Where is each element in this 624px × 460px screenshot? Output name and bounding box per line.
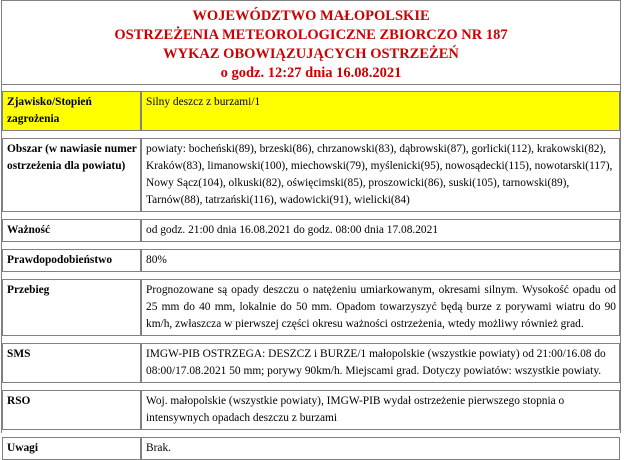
value-sms: IMGW-PIB OSTRZEGA: DESZCZ i BURZE/1 małopolskie (wszystkie powiaty) od 21:00/16.08 do 08:00/17.08.2021 50 mm; porywy 90km/h. Miejscami grad. Dotyczy powiatów: wszystkie powiaty. — [141, 343, 620, 383]
row-uwagi — [2, 437, 620, 460]
row-waznosc — [2, 219, 620, 242]
warning-table — [2, 91, 620, 460]
row-obszar — [2, 138, 620, 212]
value-prawdopodobienstwo: 80% — [141, 249, 620, 272]
value-zjawisko: Silny deszcz z burzami/1 — [141, 91, 620, 131]
warning-document — [1, 0, 621, 454]
value-rso: Woj. małopolskie (wszystkie powiaty), IMGW-PIB wydał ostrzeżenie pierwszego stopnia o intensywnych opadach deszczu z burzami — [141, 390, 620, 430]
label-zjawisko: Zjawisko/Stopień zagrożenia — [2, 91, 141, 131]
value-uwagi: Brak. — [141, 437, 620, 460]
header-subtitle: WYKAZ OBOWIĄZUJĄCYCH OSTRZEŻEŃ — [163, 46, 459, 62]
row-sms — [2, 343, 620, 383]
value-obszar: powiaty: bocheński(89), brzeski(86), chrzanowski(83), dąbrowski(87), gorlicki(112), krakowski(82), Kraków(83), limanowski(100), miechowski(79), myślenicki(95), nowosądecki(115), nowotarski(117), Nowy Sącz(104), olkuski(82), oświęcimski(85), proszowicki(86), suski(105), tarnowski(89), Tarnów(88), tatrzański(116), wadowicki(91), wielicki(84) — [141, 138, 620, 212]
row-zjawisko — [2, 91, 620, 131]
row-prawdopodobienstwo — [2, 249, 620, 272]
header-title: OSTRZEŻENIA METEOROLOGICZNE ZBIORCZO NR 187 — [114, 27, 508, 43]
label-waznosc: Ważność — [2, 219, 141, 242]
label-rso: RSO — [2, 390, 141, 430]
label-sms: SMS — [2, 343, 141, 383]
label-uwagi: Uwagi — [2, 437, 141, 460]
value-przebieg: Prognozowane są opady deszczu o natężeniu umiarkowanym, okresami silnym. Wysokość opadu od 25 mm do 40 mm, lokalnie do 50 mm. Opadom towarzyszyć będą burze z porywami wiatru do 90 km/h, zwłaszcza w pierwszej części okresu ważności ostrzeżenia, wtedy możliwy również grad. — [141, 279, 620, 336]
header-region: WOJEWÓDZTWO MAŁOPOLSKIE — [192, 8, 430, 24]
row-rso — [2, 390, 620, 430]
header-timestamp: o godz. 12:27 dnia 16.08.2021 — [220, 65, 402, 81]
row-przebieg — [2, 279, 620, 336]
value-waznosc: od godz. 21:00 dnia 16.08.2021 do godz. 08:00 dnia 17.08.2021 — [141, 219, 620, 242]
label-obszar: Obszar (w nawiasie numer ostrzeżenia dla powiatu) — [2, 138, 141, 212]
document-header — [2, 1, 620, 85]
label-przebieg: Przebieg — [2, 279, 141, 336]
label-prawdopodobienstwo: Prawdopodobieństwo — [2, 249, 141, 272]
